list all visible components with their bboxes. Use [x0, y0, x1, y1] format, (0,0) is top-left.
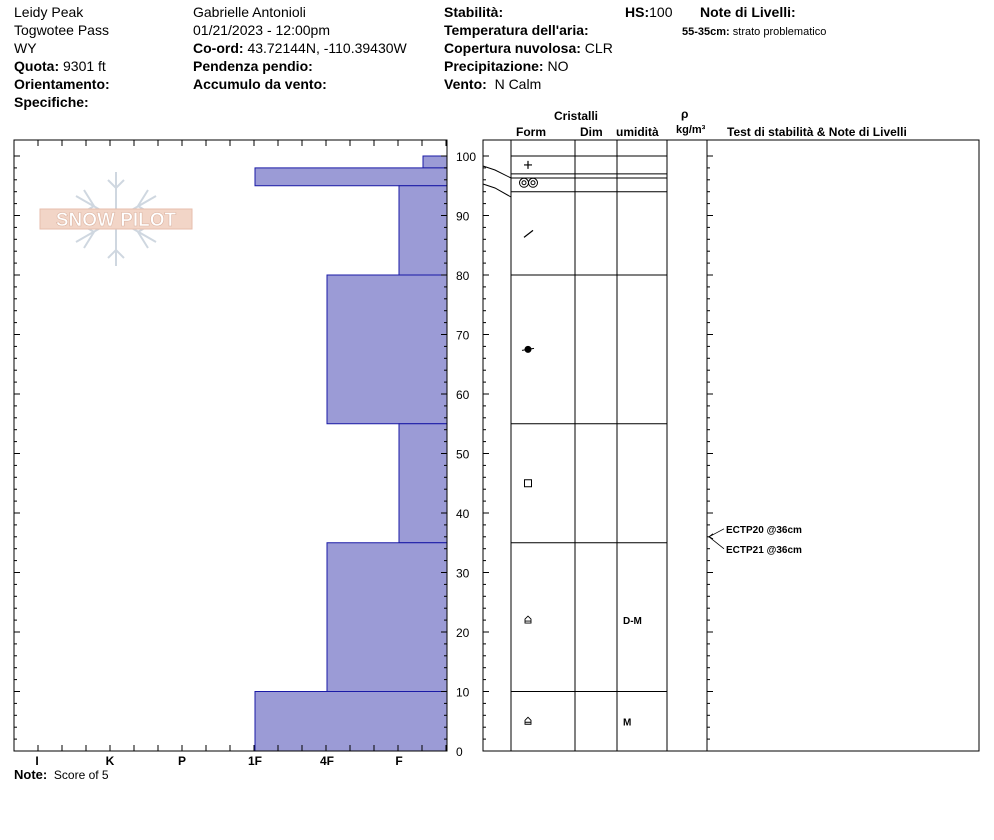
hardness-bar	[255, 692, 447, 752]
hardness-tick-label: I	[35, 754, 39, 768]
y-tick-label: 60	[456, 388, 470, 402]
hardness-tick-label: 4F	[319, 754, 335, 768]
test-arrowhead	[709, 534, 713, 539]
logo-text: SNOW PILOT	[55, 210, 177, 231]
y-tick-label: 0	[456, 745, 463, 759]
layer-connector	[483, 184, 511, 197]
elevation-value: 9301 ft	[63, 58, 106, 74]
melt-grain-core	[531, 181, 535, 185]
precip-label: Precipitazione:	[444, 58, 544, 74]
size-header: Dim	[580, 125, 603, 139]
hardness-tick-label: 1F	[247, 754, 263, 768]
melt-form-icon	[520, 178, 538, 187]
wind-value: N Calm	[494, 76, 542, 92]
observation-datetime: 01/21/2023 - 12:00pm	[193, 22, 330, 38]
precip-value: NO	[547, 58, 569, 74]
slope-label: Pendenza pendio:	[193, 58, 313, 74]
note-text: Score of 5	[53, 768, 109, 782]
moisture-label: M	[623, 717, 632, 729]
state: WY	[14, 40, 37, 56]
note-label: Note:	[14, 767, 48, 782]
y-tick-label: 70	[456, 328, 470, 343]
grain-forms	[520, 161, 538, 724]
hardness-bar	[399, 186, 447, 275]
hs-value: 100	[649, 4, 673, 20]
y-tick-label: 50	[456, 447, 470, 462]
observer-name: Gabrielle Antonioli	[193, 4, 306, 20]
coord-value: 43.72144N, -110.39430W	[247, 40, 407, 56]
y-tick-label: 100	[456, 150, 477, 164]
location-name: Leidy Peak	[14, 4, 84, 20]
crystals-header: Cristalli	[554, 109, 599, 123]
stability-label: Stabilità:	[444, 4, 504, 20]
layer-notes-label: Note di Livelli:	[700, 4, 796, 20]
stability-test-label: ECTP20 @36cm	[726, 524, 802, 536]
hardness-bar	[255, 168, 447, 186]
hs-label: HS:	[625, 4, 650, 20]
hardness-bar	[327, 275, 447, 424]
coord-label: Co-ord:	[193, 40, 244, 56]
y-tick-label: 90	[456, 209, 470, 224]
y-tick-label: 80	[456, 269, 470, 283]
air-temp-label: Temperatura dell'aria:	[444, 22, 589, 38]
density-unit-header: kg/m³	[676, 124, 706, 136]
decomposing-icon	[524, 230, 533, 237]
sky-value: CLR	[584, 40, 613, 56]
depth-hoar-icon	[525, 616, 531, 623]
hardness-bar	[327, 543, 447, 692]
hardness-bar	[399, 424, 447, 543]
moisture-header: umidità	[616, 125, 659, 139]
new-snow-icon	[524, 161, 532, 169]
hardness-profile	[255, 156, 447, 751]
chart-frames	[14, 140, 979, 751]
snowpilot-logo	[40, 172, 192, 266]
melt-grain-circle	[520, 178, 529, 187]
footer-note-row	[14, 766, 109, 784]
y-tick-label: 10	[456, 685, 470, 700]
y-tick-label: 40	[456, 507, 470, 521]
y-tick-label: 30	[456, 566, 470, 581]
grain-table-frame	[483, 140, 979, 751]
stability-test-label: ECTP21 @36cm	[726, 544, 802, 556]
melt-grain-core	[522, 181, 526, 185]
form-header: Form	[516, 125, 546, 139]
faceted-icon	[525, 480, 532, 487]
hardness-tick-label: K	[105, 754, 115, 768]
layer-note-range: 55-35cm:	[682, 26, 730, 38]
tests-header: Test di stabilità & Note di Livelli	[727, 125, 907, 139]
sky-label: Copertura nuvolosa:	[444, 40, 581, 56]
hardness-tick-label: F	[395, 754, 403, 768]
layer-note-text: strato problematico	[732, 26, 827, 38]
hardness-tick-label: P	[177, 754, 187, 768]
mountain-range: Togwotee Pass	[14, 22, 109, 38]
specifics-label: Specifiche:	[14, 94, 89, 110]
aspect-label: Orientamento:	[14, 76, 110, 92]
wind-label: Vento:	[444, 76, 487, 92]
rho-header: ρ	[681, 107, 689, 121]
test-pointer	[709, 537, 724, 549]
wind-loading-label: Accumulo da vento:	[193, 76, 327, 92]
elevation-label: Quota:	[14, 58, 60, 74]
depth-hoar-icon	[525, 717, 531, 724]
hardness-bar	[423, 156, 447, 168]
melt-grain-circle	[529, 178, 538, 187]
y-tick-label: 20	[456, 626, 470, 640]
moisture-label: D-M	[623, 616, 642, 628]
